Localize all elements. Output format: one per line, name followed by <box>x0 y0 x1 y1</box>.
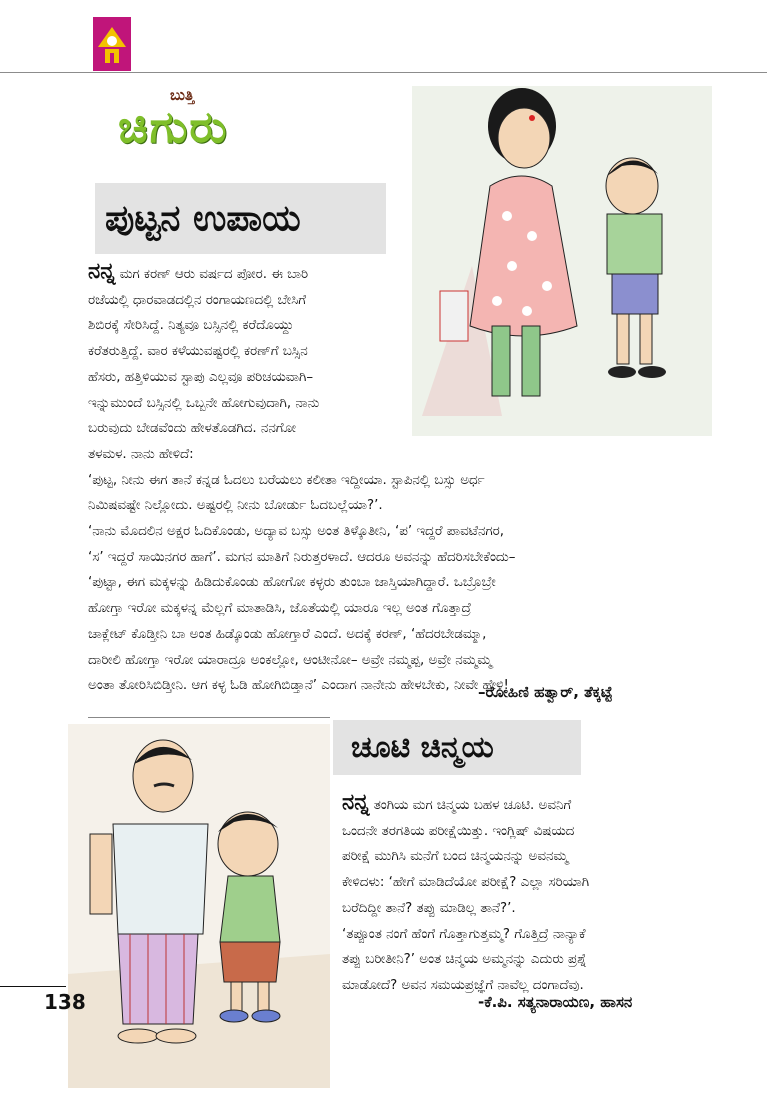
story1-title-box <box>95 183 386 254</box>
story2-line: ಪರೀಕ್ಷೆ ಮುಗಿಸಿ ಮನೆಗೆ ಬಂದ ಚಿನ್ಮಯನನ್ನು ಅವನಮ್ಮ <box>342 849 568 865</box>
page-number-rule <box>0 986 66 987</box>
story1-dropcap: ನನ್ನ <box>88 259 116 284</box>
page-number: 138 <box>44 990 86 1014</box>
masthead-subtitle: ಬುತ್ತಿ <box>170 86 195 104</box>
story2-dropcap: ನನ್ನ <box>342 790 370 815</box>
story2-line: ಮಾಡೋದೆ? ಅವನ ಸಮಯಪ್ರಜ್ಞೆಗೆ ನಾವೆಲ್ಲ ದಂಗಾದೆವು. <box>342 977 584 993</box>
story2-line: ಬರೆದಿದ್ದೀ ತಾನೆ? ತಪ್ಪು ಮಾಡಿಲ್ಲ ತಾನೆ?’. <box>342 900 516 916</box>
story1-line: ‘ಸ’ ಇದ್ದರೆ ಸಾಯಿನಗರ ಹಾಗೆ’. ಮಗನ ಮಾತಿಗೆ ನಿರುತ್ತರಳಾದೆ. ಆದರೂ ಅವನನ್ನು ಹೆದರಿಸಬೇಕೆಂದು– <box>88 549 516 565</box>
story2-line: ಕೇಳಿದಳು: ‘ಹೇಗೆ ಮಾಡಿದೆಯೋ ಪರೀಕ್ಷೆ? ಎಲ್ಲಾ ಸರಿಯಾಗಿ <box>342 875 590 891</box>
story1-line: ಅಂತಾ ತೋರಿಸಿಬಿಡ್ತೀನಿ. ಆಗ ಕಳ್ಳ ಓಡಿ ಹೋಗಿಬಿಡ್ತಾನೆ’ ಎಂದಾಗ ನಾನೇನು ಹೇಳಬೇಕು, ನೀವೇ ಹೇಳಿ! <box>88 678 509 694</box>
story1-line: ದಾರೀಲಿ ಹೋಗ್ತಾ ಇರೋ ಯಾರಾದ್ರೂ ಅಂಕಲ್ಲೋ, ಆಂಟೀನೋ– ಅವ್ರೇ ನಮ್ಮಪ್ಪ, ಅವ್ರೇ ನಮ್ಮಮ್ಮ <box>88 652 492 668</box>
story1-line: ರಜೆಯಲ್ಲಿ ಧಾರವಾಡದಲ್ಲಿನ ರಂಗಾಯಣದಲ್ಲಿ ಬೇಸಿಗೆ <box>88 292 306 308</box>
story1-line: ತಳಮಳ. ನಾನು ಹೇಳಿದೆ: <box>88 446 194 462</box>
story1-line: ಹೋಗ್ತಾ ಇರೋ ಮಕ್ಕಳನ್ನ ಮೆಲ್ಲಗೆ ಮಾತಾಡಿಸಿ, ಜೊತೆಯಲ್ಲಿ ಯಾರೂ ಇಲ್ಲ ಅಂತ ಗೊತ್ತಾದ್ರೆ <box>88 601 472 617</box>
story1-line: ನಿಮಿಷವಷ್ಟೇ ನಿಲ್ಲೋದು. ಅಷ್ಟರಲ್ಲಿ ನೀನು ಬೋರ್ಡು ಓದಬಲ್ಲೆಯಾ?’. <box>88 498 383 514</box>
story1-line: ‘ಪುಟ್ಟ, ನೀನು ಈಗ ತಾನೆ ಕನ್ನಡ ಓದಲು ಬರೆಯಲು ಕಲೀತಾ ಇದ್ದೀಯಾ. ಸ್ಟಾಪಿನಲ್ಲಿ ಬಸ್ಸು ಅರ್ಧ <box>88 472 485 488</box>
header-rule <box>0 72 767 73</box>
story1-line: ಶಿಬಿರಕ್ಕೆ ಸೇರಿಸಿದ್ದೆ. ನಿತ್ಯವೂ ಬಸ್ಸಿನಲ್ಲಿ ಕರೆದೊಯ್ದು <box>88 318 294 334</box>
story-divider <box>88 717 330 718</box>
story2-line: ಒಂದನೇ ತರಗತಿಯ ಪರೀಕ್ಷೆಯಿತ್ತು. ಇಂಗ್ಲಿಷ್ ವಿಷಯದ <box>342 823 575 839</box>
story2-title-box <box>333 720 581 775</box>
story1-line: ಕರೆತರುತ್ತಿದ್ದೆ. ವಾರ ಕಳೆಯುವಷ್ಟರಲ್ಲಿ ಕರಣ್‌ಗೆ ಬಸ್ಸಿನ <box>88 344 308 360</box>
story2-line: ನನ್ನ ತಂಗಿಯ ಮಗ ಚಿನ್ಮಯ ಬಹಳ ಚೂಟಿ. ಅವನಿಗೆ <box>342 790 572 815</box>
story2-line: ‘ತಪ್ಪೂಂತ ನಂಗೆ ಹೆಂಗೆ ಗೊತ್ತಾಗುತ್ತಮ್ಮ? ಗೊತ್ತಿದ್ರೆ ನಾನ್ಯಾಕೆ <box>342 926 586 942</box>
masthead <box>108 88 288 158</box>
story1-line: ನನ್ನ ಮಗ ಕರಣ್ ಆರು ವರ್ಷದ ಪೋರ. ಈ ಬಾರಿ <box>88 259 309 284</box>
story2-title: ಚೂಟಿ ಚಿನ್ಮಯ <box>351 730 494 765</box>
story2-byline: -ಕೆ.ಪಿ. ಸತ್ಯನಾರಾಯಣ, ಹಾಸನ <box>478 993 633 1011</box>
story1-byline: –ರೋಹಿಣಿ ಹತ್ವಾರ್, ತೆಕ್ಕಟ್ಟೆ <box>478 683 613 701</box>
masthead-title: ಚಿಗುರು <box>118 102 229 153</box>
story2-body <box>342 790 589 999</box>
story2-line: ತಪ್ಪು ಬರೀತೀನಿ?’ ಅಂತ ಚಿನ್ಮಯ ಅಮ್ಮನನ್ನು ಎದುರು ಪ್ರಶ್ನೆ <box>342 952 587 968</box>
story1-line: ಇನ್ನುಮುಂದೆ ಬಸ್ಸಿನಲ್ಲಿ ಒಬ್ಬನೇ ಹೋಗುವುದಾಗಿ, ನಾನು <box>88 395 320 411</box>
story1-line: ಬರುವುದು ಬೇಡವೆಂದು ಹೇಳತೊಡಗಿದ. ನನಗೋ <box>88 421 296 437</box>
man-boy-illustration <box>68 724 330 1088</box>
section-logo-icon <box>93 17 131 71</box>
story1-title: ಪುಟ್ಟನ ಉಪಾಯ <box>105 197 301 239</box>
story1-line: ಹೆಸರು, ಹತ್ತಿಳಿಯುವ ಸ್ಟಾಪು ಎಲ್ಲವೂ ಪರಿಚಯವಾಗಿ– <box>88 369 314 385</box>
story1-body <box>88 259 516 699</box>
story1-line: ‘ನಾನು ಮೊದಲಿನ ಅಕ್ಷರ ಓದಿಕೊಂಡು, ಅದ್ಯಾವ ಬಸ್ಸು ಅಂತ ತಿಳ್ಕೊತೀನಿ, ‘ಪ’ ಇದ್ದರೆ ಪಾವಟೆನಗರ, <box>88 524 505 540</box>
story1-line: ಚಾಕ್ಲೇಟ್ ಕೊಡ್ತೀನಿ ಬಾ ಅಂತ ಹಿಡ್ಕೊಂಡು ಹೋಗ್ತಾರೆ ಎಂದೆ. ಅದಕ್ಕೆ ಕರಣ್, ‘ಹೆದರಬೇಡಮ್ಮಾ, <box>88 626 487 642</box>
story1-line: ‘ಪುಟ್ಟಾ, ಈಗ ಮಕ್ಕಳನ್ನು ಹಿಡಿದುಕೊಂಡು ಹೋಗೋ ಕಳ್ಳರು ತುಂಬಾ ಜಾಸ್ತಿಯಾಗಿದ್ದಾರೆ. ಒಬ್ರೊಬ್ರೇ <box>88 575 496 591</box>
